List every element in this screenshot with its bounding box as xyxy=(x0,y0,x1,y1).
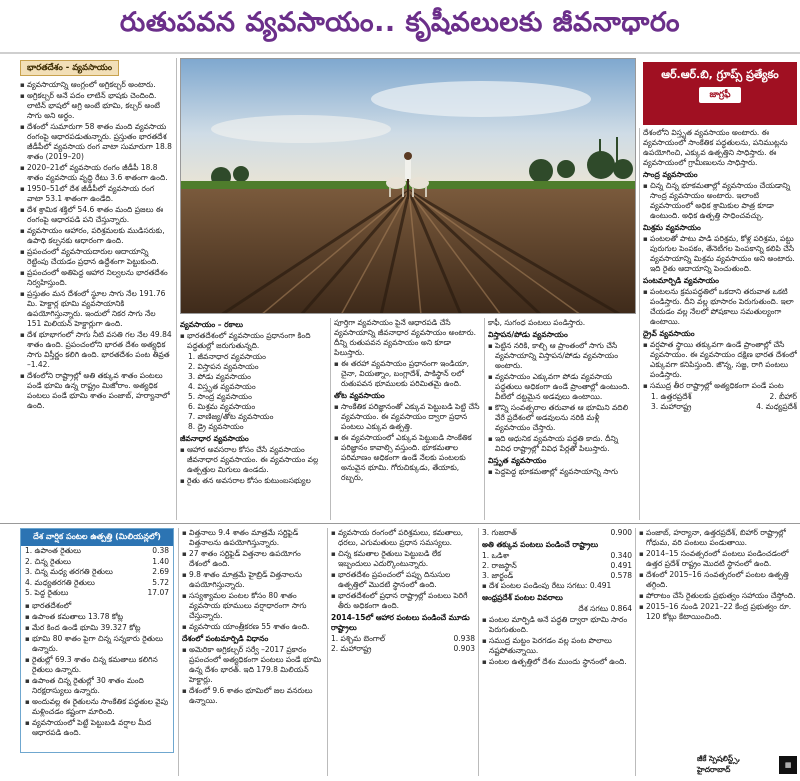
table-cell: 0.340 xyxy=(610,551,632,560)
type-item: 4. విస్తృత వ్యవసాయం xyxy=(188,382,256,391)
list-item: ▪ పోరాటం చేసే రైతులకు ప్రభుత్వం సహాయం చేస్తోంది. xyxy=(639,591,797,601)
table-row xyxy=(21,546,173,557)
fact-list xyxy=(182,528,324,632)
fact-list xyxy=(643,340,797,391)
table-cell: 1.40 xyxy=(152,556,169,566)
fact-list xyxy=(643,234,797,274)
plowed-field-illustration xyxy=(181,59,636,314)
list-item: ▪ పంటలను క్రమపద్ధతిలో ఒకదాని తరువాత ఒకటి పండిస్తారు. దీని వల్ల భూసారం పెరుగుతుంది. ఇలా చేయడం వల్ల నేలలో పోషకాలు సమతుల్యంగా ఉంటాయి. xyxy=(643,287,797,327)
list-item: ▪ చిన్న కమతాల రైతులు పెట్టుబడి లేక ఇబ్బందులు ఎదుర్కొంటున్నారు. xyxy=(331,549,475,569)
list-item: ▪ సస్యశ్యామల పంటల కోసం 80 శాతం వ్యవసాయ భూములు వర్షాధారంగా సాగు చేస్తున్నారు. xyxy=(182,591,324,621)
list-item: ▪ ప్రపంచంలో వ్యవసాయదారుల ఆదాయాన్ని రెట్టింపు చేయడం ప్రధాన ఉద్దేశంగా పెట్టుకుంది. xyxy=(20,247,172,267)
fact-list xyxy=(643,181,797,221)
list-item: ▪ వ్యవసాయ రంగంలో పరిశ్రమలు, కమతాలు, ధరలు, ఎగుమతులు ప్రధాన సమస్యలు. xyxy=(331,528,475,548)
type-item: 7. వాణిజ్య/తోట వ్యవసాయం xyxy=(188,412,274,421)
stat-heading: దేశ వార్షిక పంటల ఉత్పత్తి (మిలియన్లలో) xyxy=(21,529,173,546)
table-cell: 1. ఉత్తరప్రదేశ్ xyxy=(651,392,692,401)
column-agriculture-types xyxy=(180,318,328,520)
list-item: ▪ పంజాబ్, హర్యానా, ఉత్తరప్రదేశ్, బిహార్ రాష్ట్రాల్లో గోధుమ, వరి పంటలు పండుతాయి. xyxy=(639,528,797,548)
table-cell: 1. ఒడిశా xyxy=(482,551,510,560)
list-item: ▪ • ఉపాంత కమతాలు 13.78 కోట్ల xyxy=(25,612,169,622)
list-item: ▪ వర్షపాత స్థాయి తక్కువగా ఉండే ప్రాంతాల్లో చేసే వ్యవసాయం. ఈ వ్యవసాయం దక్షిణ భారత దేశంలో ఎక్కువగా కనిపిస్తుంది. జొన్న, సజ్జ, రాగి పంటలు పండిస్తారు. xyxy=(643,340,797,380)
table-row xyxy=(331,634,475,644)
list-item: ▪ 2015–16 నుండి 2021–22 కేంద్ర ప్రభుత్వం రూ. 120 కోట్లు కేటాయించింది. xyxy=(639,602,797,622)
list-item: ▪ 9.8 శాతం మాత్రమే హైబ్రిడ్ విత్తనాలను ఉపయోగిస్తున్నారు. xyxy=(182,570,324,590)
column-plantation xyxy=(334,318,482,520)
list-item: ▪ • అందువల్ల ఈ రైతులను సాంకేతిక పద్ధతుల వైపు మళ్లించడం కష్టంగా మారింది. xyxy=(25,697,169,717)
table-cell: 2. రాజస్థాన్ xyxy=(482,561,517,570)
list-item: ▪ ఈ తరహా వ్యవసాయం ప్రధానంగా ఇండియా, చైనా, వియత్నాం, బంగ్లాదేశ్, పాకిస్థాన్ లలో రుతుపవన భూములకు పరిమితమై ఉంది. xyxy=(334,359,482,389)
list-item: ▪ ఇది ఆధునిక వ్యవసాయ పద్ధతి కాదు. దీన్ని వివిధ రాష్ట్రాల్లో వివిధ పేర్లతో పిలుస్తారు. xyxy=(488,434,636,454)
crop-states-grid xyxy=(643,392,797,412)
list-item: ▪ సముద్ర తీర రాష్ట్రాల్లో అత్యధికంగా పండే పంట xyxy=(643,381,797,391)
list-item: ▪ వ్యవసాయం ఆహారం, పరిశ్రమలకు ముడిసరుకు, ఉపాధి కల్పనకు ఆధారంగా ఉంది. xyxy=(20,226,172,246)
table-cell: 3. జార్ఖండ్ xyxy=(482,571,514,580)
table-cell: 2. చిన్న రైతులు xyxy=(25,556,71,566)
list-item: ▪ పెద్దపెద్ద భూకమతాల్లో వ్యవసాయాన్ని సాగు xyxy=(488,467,636,477)
table-row xyxy=(482,561,632,571)
list-item: ▪ రైతు తన అవసరాల కోసం కుటుంబసభ్యుల xyxy=(180,476,328,486)
list-item: ▪ విత్తనాలు 9.4 శాతం మాత్రమే సర్టిఫైడ్ విత్తనాలను ఉపయోగిస్తున్నారు. xyxy=(182,528,324,548)
stat-box xyxy=(20,528,174,753)
table-cell: 2. బీహార్ xyxy=(769,392,797,401)
state-table xyxy=(482,528,632,538)
fact-list xyxy=(639,528,797,622)
fact-list xyxy=(331,528,475,611)
list-item: ▪ ఈ వ్యవసాయంలో ఎక్కువ పెట్టుబడి సాంకేతిక పరిజ్ఞానం కావాల్సి వస్తుంది. భూకమతాల పరిమాణం అధికంగా ఉండే నేలకు పంటలకు అనువైన భూమి. గోరుచిక్కుడు, తేయాకు, రబ్బరు, xyxy=(334,433,482,483)
stat-table xyxy=(21,546,173,599)
list-item: ▪ 2014–15 సంవత్సరంలో పంటలు పండించడంలో ఉత్తర ప్రదేశ్ రాష్ట్రం మొదటి స్థానంలో ఉంది. xyxy=(639,549,797,569)
fact-list xyxy=(20,80,172,411)
table-row xyxy=(482,528,632,538)
column-india-agriculture xyxy=(20,58,172,520)
section-subheading: జీవనాధార వ్యవసాయం xyxy=(180,434,249,443)
table-row xyxy=(21,588,173,599)
table-cell: 0.578 xyxy=(610,571,632,580)
fact-list xyxy=(643,287,797,327)
type-item: 8. డ్రై వ్యవసాయం xyxy=(188,422,244,431)
list-item: ▪ • భారతదేశంలో xyxy=(25,601,169,611)
table-cell: 2.69 xyxy=(152,567,169,576)
footer-credit xyxy=(697,755,797,775)
fact-list xyxy=(334,402,482,483)
qr-icon: ▦ xyxy=(779,756,797,774)
paragraph: కాఫీ, సుగంధ పంటలు పండిస్తారు. xyxy=(488,318,586,327)
list-item: ▪ ప్రపంచంలో అతిపెద్ద ఆహార నిల్వలను భారతదేశం నిర్వహిస్తుంది. xyxy=(20,268,172,288)
table-cell: 0.900 xyxy=(610,528,632,537)
list-item: ▪ కొన్ని సంవత్సరాల తరువాత ఆ భూమిని వదిలి వేరే ప్రదేశంలో అడవులను నరికి మళ్లీ వ్యవసాయం చేస్తారు. xyxy=(488,403,636,433)
list-item: ▪ సాంకేతిక పరిజ్ఞానంతో ఎక్కువ పెట్టుబడి పెట్టి చేసే వ్యవసాయం. ఈ వ్యవసాయం ద్వారా ప్రధాన పంటలు ఎక్కువ ఉత్పత్తి. xyxy=(334,402,482,432)
list-item: ▪ దేశ భూభాగంలో సాగు నీటి వసతి గల నేల 49.84 శాతం ఉంది. ప్రపంచంలోని భారత దేశం అత్యధిక సాగు విస్తీర్ణం కలిగి ఉంది. భారతదేశం పంట తీవ్రత –1.42. xyxy=(20,330,172,370)
type-item: 6. మిశ్రమ వ్యవసాయం xyxy=(188,402,256,411)
paragraph: పూర్తిగా వ్యవసాయం పైనే ఆధారపడి చేసే వ్యవసాయాన్ని జీవనాధార వ్యవసాయం అంటారు. దీన్ని రుతుపవన వ్యవసాయం అని కూడా పిలుస్తారు. xyxy=(334,318,477,357)
type-item: 3. పోడు వ్యవసాయం xyxy=(188,372,251,381)
footer-text: జీకే స్పెషలిస్ట్స్, హైదరాబాద్ xyxy=(697,754,741,774)
section-subheading: సాంద్ర వ్యవసాయం xyxy=(643,170,698,179)
table-cell: 17.07 xyxy=(147,588,169,597)
list-item: ▪ చిన్న చిన్న భూకమతాల్లో వ్యవసాయం చేయడాన్ని సాంద్ర వ్యవసాయం అంటారు. ఇలాంటి వ్యవసాయంలో అధిక శ్రామికుల పాత్ర కూడా ఉంటుంది. అధిక ఉత్పత్తి సాధించవచ్చు. xyxy=(643,181,797,221)
fact-list xyxy=(180,445,328,486)
list-item: ▪ 1950–51లో దేశ జీడీపీలో వ్యవసాయ రంగ వాటా 53.1 శాతంగా ఉండేది. xyxy=(20,184,172,204)
table-cell: 3. చిన్న మధ్య తరగతి రైతులు xyxy=(25,567,113,576)
list-item: ▪ • ఉపాంత చిన్న రైతుల్లో 30 శాతం మంది నిరక్షరాస్యులు ఉన్నారు. xyxy=(25,676,169,696)
table-row xyxy=(651,392,797,402)
state-table xyxy=(331,634,475,654)
list-item: ▪ వ్యవసాయాన్ని ఆంగ్లంలో అగ్రికల్చర్ అంటారు. xyxy=(20,80,172,90)
list-item: ▪ భారతదేశంలో వ్యవసాయం ప్రధానంగా కింది పద్ధతుల్లో జరుగుతున్నది. xyxy=(180,331,328,351)
list-item: ▪ భారతదేశంలో ప్రధాన రాష్ట్రాల్లో పంటలు పెరిగే తీరు అధికంగా ఉంది. xyxy=(331,591,475,611)
section-subheading: ఆంధ్రప్రదేశ్ పంటల వివరాలు xyxy=(482,593,563,602)
type-item: 2. విస్తాపన వ్యవసాయం xyxy=(188,362,259,371)
list-item: ▪ • వ్యవసాయంలో పెట్టే పెట్టుబడి వర్షాల మీద ఆధారపడి ఉంది. xyxy=(25,718,169,738)
type-item: 5. సాంద్ర వ్యవసాయం xyxy=(188,392,252,401)
table-cell: 2. మహారాష్ట్ర xyxy=(331,644,372,653)
section-subheading: విస్తృత వ్యవసాయం xyxy=(488,456,547,465)
table-cell: 4. మధ్యప్రదేశ్ xyxy=(756,402,797,411)
table-cell: 1. పశ్చిమ బెంగాల్ xyxy=(331,634,386,643)
table-cell: 3. గుజరాత్ xyxy=(482,528,517,537)
section-subheading: ద్రైవ్ వ్యవసాయం xyxy=(643,329,695,338)
list-item: ▪ దేశంలో 9.6 శాతం భూమిలో జల వనరులు ఉన్నాయి. xyxy=(182,686,324,706)
list-item: ▪ దేశ శ్రామిక శక్తిలో 54.6 శాతం మంది ప్రజలు ఈ రంగంపై ఆధారపడి పని చేస్తున్నారు. xyxy=(20,205,172,225)
list-item: ▪ పంటలతో పాటు పాడి పరిశ్రమ, కోళ్ల పరిశ్రమ, పట్టు పురుగుల పెంపకం, తేనెటీగల పెంపకాన్ని కలిపి చేసే వ్యవసాయాన్ని మిశ్రమ వ్యవసాయం అని అంటారు. ఇది రైతు ఆదాయాన్ని పెంచుతుంది. xyxy=(643,234,797,274)
fact-list xyxy=(488,341,636,454)
types-list xyxy=(180,352,328,432)
list-item: ▪ • భూమి 80 శాతం పైగా చిన్న సన్నకారు రైతులు ఉన్నారు. xyxy=(25,634,169,654)
table-cell: 0.938 xyxy=(453,634,475,643)
list-item: ▪ 2020–21లో వ్యవసాయ రంగం జీడీపీ 18.8 శాతం వ్యవసాయ వృద్ధి రేటు 3.6 శాతంగా ఉంది. xyxy=(20,163,172,183)
table-row xyxy=(21,557,173,568)
column-shifting xyxy=(488,318,636,520)
fact-list xyxy=(182,645,324,706)
column-regions xyxy=(639,528,797,753)
field-photo xyxy=(180,58,636,314)
table-row xyxy=(482,551,632,561)
fact-list xyxy=(482,615,632,667)
stat-notes xyxy=(21,599,173,741)
list-item: ▪ పంటల ఉత్పత్తిలో దేశం ముందు స్థానంలో ఉంది. xyxy=(482,657,632,667)
list-item: ▪ ఆహార అవసరాల కోసం చేసే వ్యవసాయం జీవనాధార వ్యవసాయం. ఈ వ్యవసాయం వల్ల ఉత్పత్తుల మిగులు ఉండదు. xyxy=(180,445,328,475)
list-item: ▪ దేశ పంటల పండింపు రేటు సగటు: 0.491 xyxy=(482,581,632,591)
section-subheading: 2014-15లో ఆహార పంటలు పండించే మూడు రాష్ట్రాలు xyxy=(331,613,470,632)
table-cell: 3. మహారాష్ట్ర xyxy=(651,402,692,411)
table-cell: 0.903 xyxy=(453,644,475,653)
table-cell: 4. మధ్యతరగతి రైతులు xyxy=(25,577,95,587)
column-intensive xyxy=(643,128,797,520)
section-tag: భారతదేశం - వ్యవసాయం xyxy=(20,60,119,76)
column-seeds xyxy=(182,528,324,776)
page-headline: రుతుపవన వ్యవసాయం.. కృషీవలులకు జీవనాధారం xyxy=(0,0,800,54)
section-subheading: వ్యవసాయం – రకాలు xyxy=(180,320,244,329)
table-row xyxy=(331,644,475,654)
list-item: ▪ వ్యవసాయం ఎక్కువగా పోడు వ్యవసాయ పద్ధతులు అధికంగా ఉండే ప్రాంతాల్లో ఉంటుంది. వీటిలో దట్టమైన అడవులు ఉంటాయి. xyxy=(488,372,636,402)
list-item: ▪ వ్యవసాయ యాంత్రీకరణ 55 శాతం ఉంది. xyxy=(182,622,324,632)
list-item: ▪ దేశంలోని రాష్ట్రాల్లో అతి తక్కువ శాతం పంటలు పండే భూమి ఉన్న రాష్ట్రం మిజోరాం. అత్యధిక పంటలు పండే భూమి శాతం పంజాబ్, హర్యానాలో ఉంది. xyxy=(20,371,172,411)
section-subheading: మిశ్రమ వ్యవసాయం xyxy=(643,223,701,232)
table-row xyxy=(651,402,797,412)
table-row xyxy=(482,571,632,581)
section-subheading: అతి తక్కువ పంటలు పండించే రాష్ట్రాలు xyxy=(482,540,599,549)
list-item: ▪ అమెరికా అగ్రికల్చర్ సర్వే –2017 ప్రకారం ప్రపంచంలో అత్యధికంగా పంటలు పండే భూమి ఉన్న దేశం భారత్. ఇది 179.8 మిలియన్ హెక్టార్లు. xyxy=(182,645,324,685)
table-cell: 0.491 xyxy=(610,561,632,570)
subject-pill: జాగ్రఫీ xyxy=(699,87,740,103)
box-title: ఆర్.ఆర్.బి, గ్రూప్స్ ప్రత్యేకం xyxy=(661,68,779,81)
table-row xyxy=(21,567,173,578)
section-subheading: తోట వ్యవసాయం xyxy=(334,391,385,400)
paragraph: దేశ సగటు 0.864 xyxy=(578,604,632,613)
special-edition-box xyxy=(643,62,797,125)
list-item: ▪ ప్రస్తుతం మన దేశంలో స్థూల సాగు నేల 191.76 మి. హెక్టార్ల భూమి వ్యవసాయానికి ఉపయోగిస్తున్నారు. ఇందులో నికర సాగు నేల 151 మిలియన్ హెక్టార్లుగా ఉంది. xyxy=(20,289,172,329)
table-cell: 5. పెద్ద రైతులు xyxy=(25,588,69,597)
list-item: ▪ • మేర కింద ఉండే భూమి 39.327 కోట్ల xyxy=(25,623,169,633)
column-problems xyxy=(331,528,475,776)
column-state-rates xyxy=(482,528,632,776)
section-subheading: దేశంలో పంటమార్పిడి విధానం xyxy=(182,634,269,643)
table-row xyxy=(21,578,173,589)
list-item: ▪ పంటల మార్పిడి అనే పద్ధతి ద్వారా భూమి సారం పెరుగుతుంది. xyxy=(482,615,632,635)
list-item: ▪ పెట్టిన నరికి, కాల్చి ఆ ప్రాంతంలో సాగు చేసే వ్యవసాయాన్ని విస్తాపన/పోడు వ్యవసాయం అంటారు. xyxy=(488,341,636,371)
list-item: ▪ దేశంలో సుమారుగా 58 శాతం మంది వ్యవసాయ రంగంపై ఆధారపడుతున్నారు. ప్రస్తుతం భారతదేశ జీడీపీలో వ్యవసాయ రంగ వాటా సుమారుగా 18.8 శాతం (2019–20) xyxy=(20,122,172,162)
list-item: ▪ • రైతుల్లో 69.3 శాతం చిన్న కమతాలు కలిగిన రైతులు ఉన్నారు. xyxy=(25,655,169,675)
list-item: ▪ దేశంలో 2015–16 సంవత్సరంలో పంటల ఉత్పత్తి తగ్గింది. xyxy=(639,570,797,590)
paragraph: దేశంలోని విస్తృత వ్యవసాయం అంటారు. ఈ వ్యవసాయంలో సాంకేతిక పద్ధతులను, పనిముట్లను ఉపయోగించి, ఎక్కువ ఉత్పత్తిని సాధిస్తారు. ఈ వ్యవసాయంలో గ్రామీణులను సాధిస్తారు. xyxy=(643,128,788,167)
table-cell: 5.72 xyxy=(152,577,169,587)
list-item: ▪ 27 శాతం సర్టిఫైడ్ విత్తనాల ఉపయోగం దేశంలో ఉంది. xyxy=(182,549,324,569)
list-item: ▪ అగ్రికల్చర్ అనే పదం లాటిన్ భాషకు చెందింది. లాటిన్ భాషలో అగ్రి అంటే భూమి, కల్చర్ అంటే సాగు అని అర్థం. xyxy=(20,91,172,121)
fact-list xyxy=(488,467,636,477)
table-cell: 1. ఉపాంత రైతులు xyxy=(25,546,81,555)
table-cell: 0.38 xyxy=(152,546,169,555)
list-item: ▪ సముద్ర మట్టం పెరగడం వల్ల పంట పొలాలు నష్టపోతున్నాయి. xyxy=(482,636,632,656)
section-subheading: పంటమార్పిడి వ్యవసాయం xyxy=(643,276,719,285)
state-table xyxy=(482,551,632,581)
section-subheading: విస్తాపన/పోడు వ్యవసాయం xyxy=(488,330,568,339)
list-item: ▪ భారతదేశం ప్రపంచంలో పప్పు దినుసుల ఉత్పత్తిలో మొదటి స్థానంలో ఉంది. xyxy=(331,570,475,590)
type-item: 1. జీవనాధార వ్యవసాయం xyxy=(188,352,266,361)
